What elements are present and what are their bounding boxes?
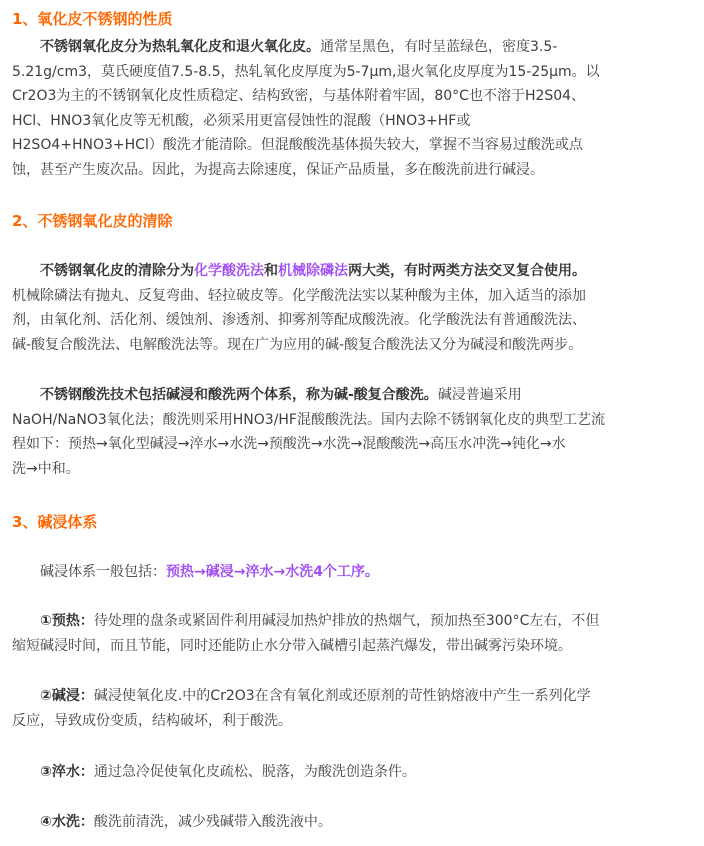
section-2-heading: 2、不锈钢氧化皮的清除 [12, 212, 173, 230]
section-1-lead: 不锈钢氧化皮分为热轧氧化皮和退火氧化皮。 [40, 39, 320, 55]
section-3-intro: 碱浸体系一般包括：预热→碱浸→淬水→水洗4个工序。 [40, 564, 379, 580]
section-2-paragraph-2: 不锈钢酸洗技术包括碱浸和酸洗两个体系，称为碱-酸复合酸洗。碱浸普遍采用 NaOH/NaNO3氧化法；酸洗则采用HNO3/HF混酸酸洗法。国内去除不锈钢氧化皮的典型工艺流 程如下：预热→氧化型碱浸→淬水→水洗→预酸洗→水洗→混酸酸洗→高压水冲洗→钝化→水 洗→中和。 [12, 387, 605, 477]
process-steps-highlight: 预热→碱浸→淬水→水洗4个工序。 [166, 564, 379, 580]
step-preheat: ①预热：待处理的盘条或紧固件利用碱浸加热炉排放的热烟气，预加热至300°C左右，不但 缩短碱浸时间，而且节能，同时还能防止水分带入碱槽引起蒸汽爆发，带出碱雾污染环境。 [12, 613, 600, 654]
section-2-paragraph-1: 不锈钢氧化皮的清除分为化学酸洗法和机械除磷法两大类，有时两类方法交叉复合使用。 机械除磷法有抛丸、反复弯曲、轻拉破皮等。化学酸洗法实以某种酸为主体，加入适当的添加 剂，由氧化剂、活化剂、缓蚀剂、渗透剂、抑雾剂等配成酸洗液。化学酸洗法有普通酸洗法、 碱-酸复合酸洗法、电解酸洗法等。现在广为应用的碱-酸复合酸洗法又分为碱浸和酸洗两步。 [12, 263, 586, 353]
mechanical-descaling-highlight: 机械除磷法 [278, 263, 348, 279]
section-1-heading: 1、氧化皮不锈钢的性质 [12, 10, 173, 28]
step-rinse: ④水洗：酸洗前清洗，减少残碱带入酸洗液中。 [40, 814, 332, 830]
step-alkali-soak: ②碱浸：碱浸使氧化皮.中的Cr2O3在含有氧化剂或还原剂的苛性钠熔液中产生一系列化学 反应，导致成份变质，结构破坏，利于酸洗。 [12, 688, 591, 729]
section-1-paragraph: 不锈钢氧化皮分为热轧氧化皮和退火氧化皮。通常呈黑色，有时呈蓝绿色，密度3.5- 5.21g/cm3，莫氏硬度值7.5-8.5，热轧氧化皮厚度为5-7μm,退火氧化皮厚度为15-25μm。以 Cr2O3为主的不锈钢氧化皮性质稳定、结构致密，与基体附着牢固，80°C也不溶于H2S04、 HCl、HNO3氧化皮等无机酸，必须采用更富侵蚀性的混酸（HNO3+HF或 H2SO4+HNO3+HCl）酸洗才能清除。但混酸酸洗基体损失较大，掌握不当容易过酸洗或点 蚀，甚至产生废次品。因此，为提高去除速度，保证产品质量，多在酸洗前进行碱浸。 [12, 39, 600, 178]
section-2-lead: 不锈钢酸洗技术包括碱浸和酸洗两个体系，称为碱-酸复合酸洗。 [40, 387, 438, 403]
chemical-pickling-highlight: 化学酸洗法 [194, 263, 264, 279]
section-3-heading: 3、碱浸体系 [12, 513, 98, 531]
step-quench: ③淬水：通过急冷促使氧化皮疏松、脱落，为酸洗创造条件。 [40, 764, 416, 780]
